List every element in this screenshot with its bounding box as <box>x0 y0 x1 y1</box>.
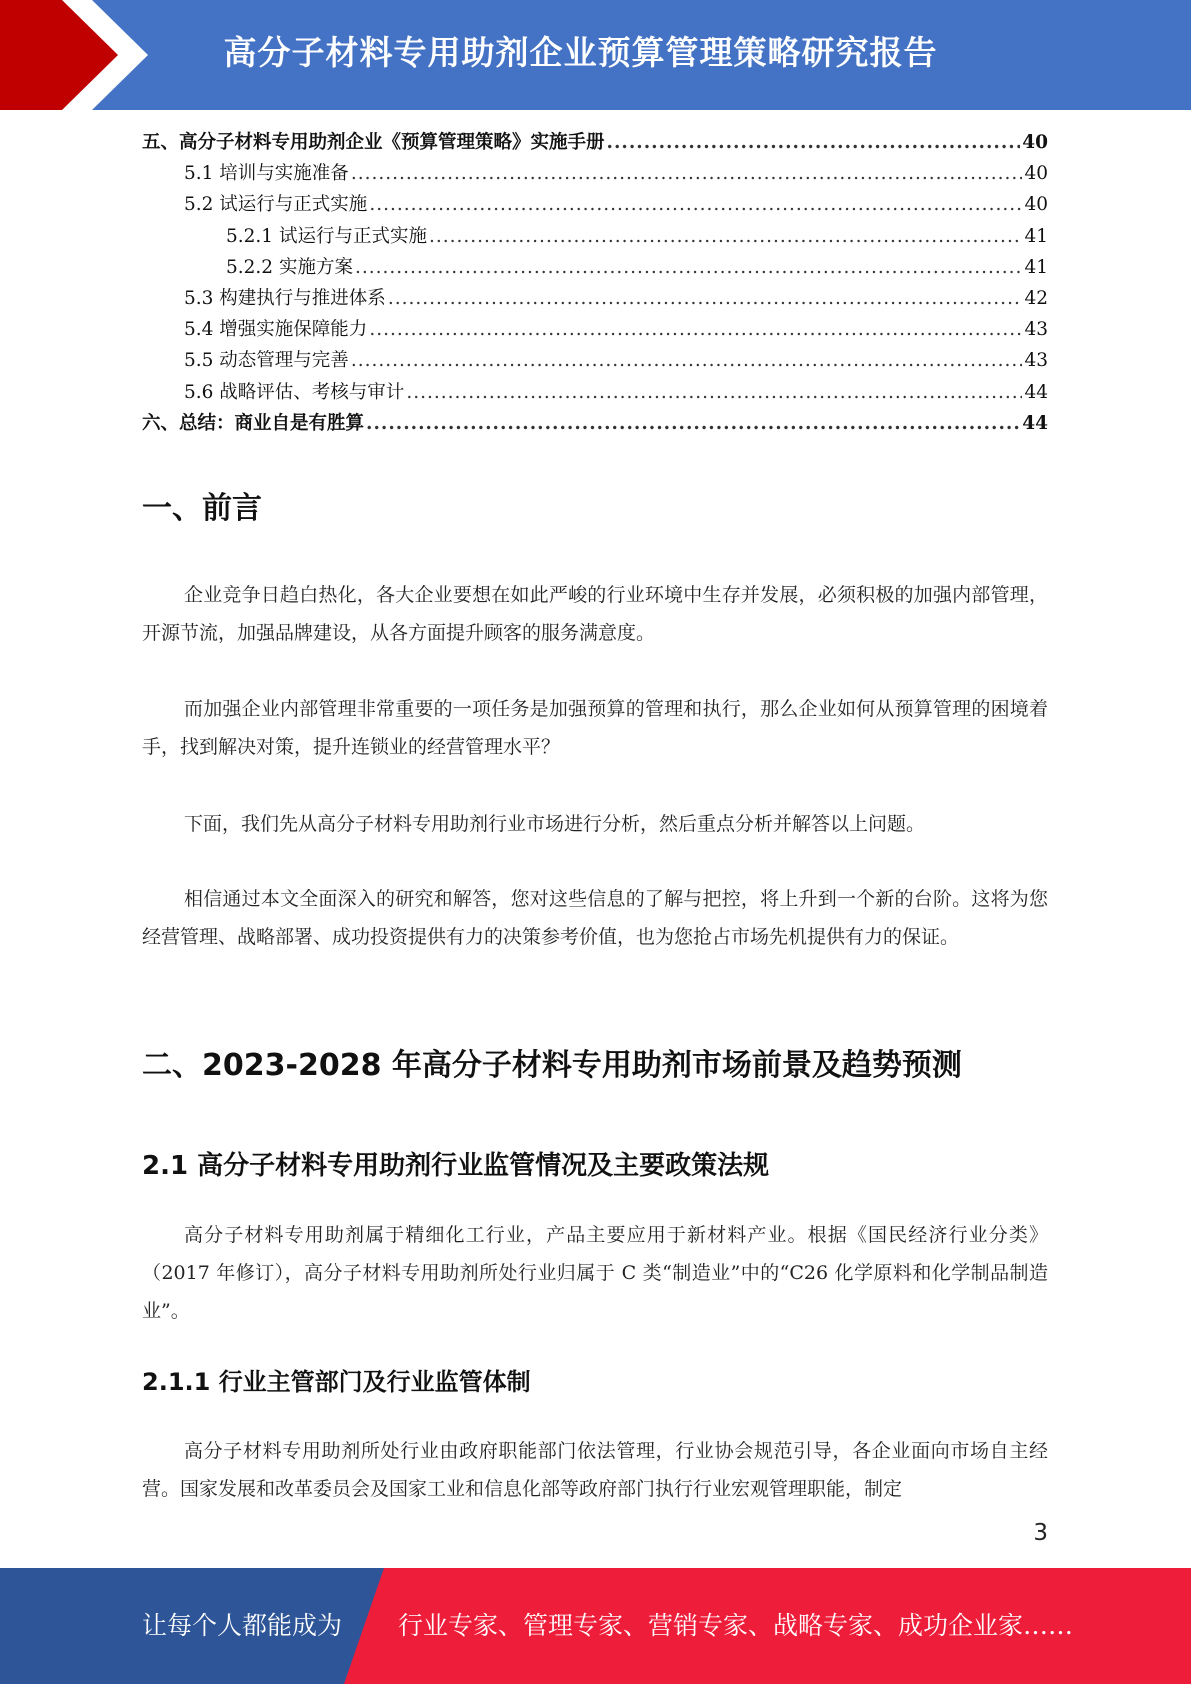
toc-leader-dots <box>607 132 1021 153</box>
toc-entry[interactable] <box>142 190 1048 221</box>
toc-entry-page: 40 <box>1022 132 1048 153</box>
toc-entry[interactable] <box>142 128 1048 159</box>
toc-entry-title: 5.1 培训与实施准备 <box>184 163 349 185</box>
subsection-heading-authorities: 2.1.1 行业主管部门及行业监管体制 <box>142 1368 531 1396</box>
toc-leader-dots <box>351 163 1023 184</box>
toc-entry-title: 五、高分子材料专用助剂企业《预算管理策略》实施手册 <box>142 132 605 153</box>
toc-entry-title: 5.5 动态管理与完善 <box>184 350 349 372</box>
toc-entry-title: 5.3 构建执行与推进体系 <box>184 287 386 309</box>
toc-entry-title: 5.6 战略评估、考核与审计 <box>184 381 405 403</box>
footer-slogan-left: 让每个人都能成为 <box>142 1611 343 1640</box>
toc-entry[interactable] <box>142 159 1048 190</box>
toc-entry-page: 43 <box>1024 350 1048 372</box>
toc-entry[interactable] <box>142 315 1048 346</box>
toc-entry-page: 44 <box>1024 381 1048 403</box>
footer-slogan-right: 行业专家、管理专家、营销专家、战略专家、成功企业家…… <box>398 1611 1074 1640</box>
toc-entry-page: 41 <box>1024 225 1048 247</box>
toc-entry-page: 40 <box>1024 163 1048 185</box>
toc-leader-dots <box>355 257 1023 278</box>
toc-leader-dots <box>369 319 1022 340</box>
paragraph: 下面，我们先从高分子材料专用助剂行业市场进行分析，然后重点分析并解答以上问题。 <box>184 813 926 835</box>
toc-entry-title: 5.2 试运行与正式实施 <box>184 194 368 216</box>
toc-entry[interactable] <box>142 284 1048 315</box>
toc-leader-dots <box>351 350 1023 371</box>
toc-entry[interactable] <box>142 409 1048 440</box>
subsection-heading-regulation: 2.1 高分子材料专用助剂行业监管情况及主要政策法规 <box>142 1151 770 1181</box>
toc-entry-page: 43 <box>1024 319 1048 341</box>
toc-entry[interactable] <box>142 253 1048 284</box>
header-banner <box>0 0 1191 110</box>
toc-entry[interactable] <box>142 346 1048 377</box>
toc-entry-page: 42 <box>1024 287 1048 309</box>
footer-banner <box>0 1568 1191 1684</box>
toc-entry-page: 41 <box>1024 256 1048 278</box>
paragraph: 而加强企业内部管理非常重要的一项任务是加强预算的管理和执行，那么企业如何从预算管理的困境着手，找到解决对策，提升连锁业的经营管理水平？ <box>142 698 1048 758</box>
toc-leader-dots <box>406 382 1022 403</box>
paragraph: 企业竞争日趋白热化，各大企业要想在如此严峻的行业环境中生存并发展，必须积极的加强内部管理，开源节流，加强品牌建设，从各方面提升顾客的服务满意度。 <box>142 584 1048 644</box>
toc-leader-dots <box>366 413 1020 434</box>
toc-entry[interactable] <box>142 222 1048 253</box>
toc-entry-title: 5.4 增强实施保障能力 <box>184 319 368 341</box>
toc-leader-dots <box>429 226 1022 247</box>
section-heading-market-outlook: 二、2023-2028 年高分子材料专用助剂市场前景及趋势预测 <box>142 1048 962 1083</box>
toc-entry-page: 44 <box>1022 412 1048 434</box>
document-title: 高分子材料专用助剂企业预算管理策略研究报告 <box>223 33 938 72</box>
paragraph: 高分子材料专用助剂所处行业由政府职能部门依法管理，行业协会规范引导，各企业面向市场自主经营。国家发展和改革委员会及国家工业和信息化部等政府部门执行行业宏观管理职能，制定 <box>142 1440 1048 1500</box>
page-number: 3 <box>1033 1520 1048 1546</box>
toc-leader-dots <box>388 288 1023 309</box>
paragraph: 高分子材料专用助剂属于精细化工行业，产品主要应用于新材料产业。根据《国民经济行业分类》（2017 年修订），高分子材料专用助剂所处行业归属于 C 类“制造业”中的“C26 化学原料和化学制品制造业”。 <box>142 1224 1048 1322</box>
toc-entry[interactable] <box>142 378 1048 409</box>
paragraph: 相信通过本文全面深入的研究和解答，您对这些信息的了解与把控，将上升到一个新的台阶。这将为您经营管理、战略部署、成功投资提供有力的决策参考价值，也为您抢占市场先机提供有力的保证。 <box>142 888 1048 948</box>
toc-entry-title: 六、总结：商业自是有胜算 <box>142 412 365 434</box>
toc-leader-dots <box>369 194 1022 215</box>
toc-entry-title: 5.2.2 实施方案 <box>226 256 353 278</box>
table-of-contents <box>142 128 1048 440</box>
toc-entry-title: 5.2.1 试运行与正式实施 <box>226 225 427 247</box>
section-heading-preface: 一、前言 <box>142 491 262 526</box>
toc-entry-page: 40 <box>1024 194 1048 216</box>
header-chevron-decoration <box>0 0 160 110</box>
